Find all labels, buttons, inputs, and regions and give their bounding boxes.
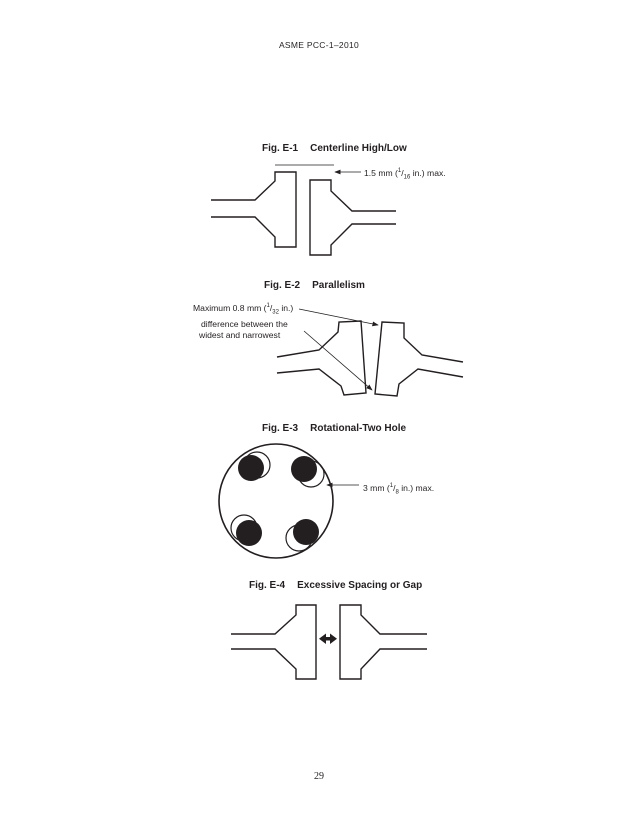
fig-e1-right-flange: [310, 180, 396, 255]
fig-e1-left-flange: [211, 172, 296, 247]
fig-e4-title: Excessive Spacing or Gap: [297, 580, 423, 591]
fig-e3-note: 3 mm ($^1/_8$ in.) max.: [363, 482, 435, 496]
fig-e3-hole-filled: [291, 456, 317, 482]
fig-e3-hole-filled: [293, 519, 319, 545]
running-header: ASME PCC-1–2010: [278, 40, 360, 50]
fig-e4-drawing: [231, 605, 427, 679]
fig-e3-flange-circle: [219, 444, 333, 558]
fig-e1-number: Fig. E-1: [262, 143, 299, 154]
fig-e3-drawing: [219, 444, 359, 558]
fig-e3-hole-filled: [238, 455, 264, 481]
fig-e2-number: Fig. E-2: [264, 280, 301, 291]
fig-e3-number: Fig. E-3: [262, 423, 299, 434]
fig-e1-title: Centerline High/Low: [310, 143, 407, 154]
fig-e2-right-flange: [375, 322, 463, 396]
fig-e1-drawing: [211, 165, 396, 255]
fig-e3-hole-filled: [236, 520, 262, 546]
page-number: 29: [314, 771, 324, 782]
fig-e2-drawing: [277, 309, 463, 396]
fig-e4-left-flange: [231, 605, 316, 679]
fig-e4-number: Fig. E-4: [249, 580, 286, 591]
fig-e2-note: Maximum 0.8 mm ($^1/_{32}$ in.) difference between the widest and narrowest: [193, 302, 294, 340]
fig-e2-title: Parallelism: [312, 280, 365, 291]
fig-e2-left-flange: [277, 321, 366, 395]
fig-e4-gap-arrow: [319, 634, 337, 645]
fig-e3-title: Rotational-Two Hole: [310, 423, 407, 434]
fig-e4-right-flange: [340, 605, 427, 679]
fig-e1-note: 1.5 mm ($^1/_{16}$ in.) max.: [364, 167, 446, 181]
